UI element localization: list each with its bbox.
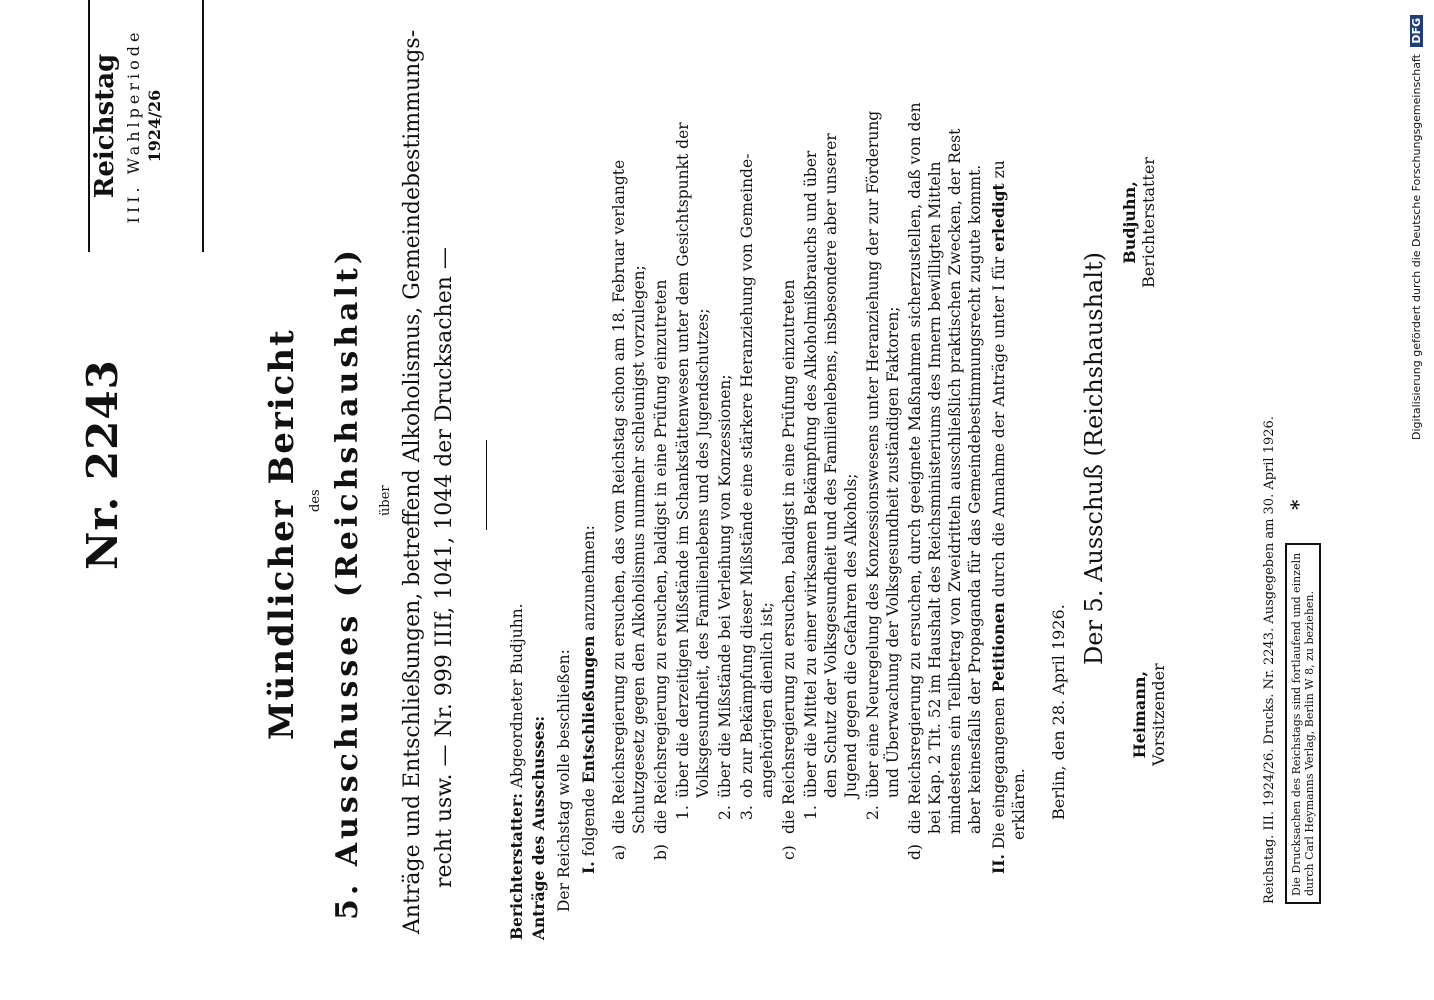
- item-a-line-2: Schutzgesetz gegen den Alkoholismus nunmehr schleunigst vorzulegen;: [630, 265, 648, 834]
- item-a-line-1: die Reichsregierung zu ersuchen, das vom Reichstag schon am 18. Februar verlangte: [610, 159, 628, 834]
- item-c2-line-1: über eine Neuregelung des Konzessionswesens unter Heranziehung der zur Förderung: [864, 110, 882, 798]
- item-I-keyword: Entschließungen: [579, 635, 598, 784]
- item-I: [580, 525, 598, 874]
- digitization-credit: [1410, 15, 1423, 440]
- item-b1-label: 1.: [674, 805, 692, 820]
- motions-heading: Anträge des Ausschusses:: [529, 715, 548, 940]
- item-c-label: c): [780, 845, 798, 860]
- item-b1-line-2: Volksgesundheit, des Familienlebens und des Jugendschutzes;: [694, 308, 712, 798]
- item-I-label: I.: [579, 861, 598, 874]
- item-c1-label: 1.: [802, 805, 820, 820]
- item-II-keyword-1: Petitionen: [989, 602, 1008, 693]
- header-rule-bottom: [202, 0, 204, 252]
- committee-title: 5. Ausschusses (Reichshaushalt): [330, 246, 365, 920]
- chair-role: Vorsitzender: [1149, 663, 1168, 766]
- item-II-keyword-2: erledigt: [989, 183, 1008, 252]
- item-a-label: a): [610, 844, 628, 860]
- item-c1-line-1: über die Mittel zu einer wirksamen Bekämpfung des Alkoholmißbrauchs und über: [802, 150, 820, 798]
- item-I-post: anzunehmen:: [580, 525, 598, 631]
- digitization-text: Digitalisierung gefördert durch die Deutsche Forschungsgemeinschaft: [1410, 54, 1423, 440]
- item-d-line-3: mindestens ein Teilbetrag von Zweidritteln ausschließlich praktischen Zwecken, der Rest: [946, 128, 964, 834]
- item-c-line-1: die Reichsregierung zu ersuchen, baldigst in eine Prüfung einzutreten: [780, 279, 798, 834]
- subject-line-2: recht usw. — Nr. 999 IIIf, 1041, 1044 der Drucksachen —: [432, 247, 457, 888]
- chair-signature: [1130, 663, 1168, 766]
- reporter-signature: [1120, 157, 1158, 288]
- item-b3-line-1: ob zur Bekämpfung dieser Mißstände eine stärkere Heranziehung von Gemeinde-: [738, 153, 756, 798]
- item-II: [990, 160, 1008, 874]
- reichstag-title: Reichstag: [90, 53, 120, 199]
- imprint-line: Reichstag. III. 1924/26. Drucks. Nr. 2243. Ausgegeben am 30. April 1926.: [1262, 416, 1277, 904]
- reporter-label: Berichterstatter:: [507, 793, 526, 940]
- reporter-signature-name: Budjuhn,: [1120, 181, 1139, 264]
- item-I-pre: folgende: [580, 788, 598, 857]
- item-II-pre: Die eingegangenen: [990, 697, 1008, 850]
- item-b-line-1: die Reichsregierung zu ersuchen, baldigst in eine Prüfung einzutreten: [652, 279, 670, 834]
- item-II-label: II.: [989, 854, 1008, 874]
- item-c1-line-3: Jugend gegen die Gefahren des Alkohols;: [842, 473, 860, 798]
- title-separator: [486, 440, 487, 530]
- reporter-line: [508, 603, 526, 940]
- item-II-mid: durch die Annahme der Anträge unter I für: [990, 256, 1008, 598]
- reporter-name: Abgeordneter Budjuhn.: [508, 603, 526, 789]
- chair-name: Heimann,: [1130, 670, 1149, 759]
- wahlperiode: III. Wahlperiode: [124, 28, 143, 224]
- document-number: Nr. 2243: [78, 359, 127, 570]
- item-c1-line-2: den Schutz der Volksgesundheit und des Familienlebens, insbesondere aber unserer: [822, 133, 840, 798]
- reporter-signature-role: Berichterstatter: [1139, 157, 1158, 288]
- item-II-post: zu: [990, 160, 1008, 179]
- item-c2-label: 2.: [864, 805, 882, 820]
- item-d-line-4: aber keinesfalls der Propaganda für das Gemeindebestimmungsrecht zugute kommt.: [966, 164, 984, 834]
- intro-line: Der Reichstag wolle beschließen:: [555, 649, 573, 912]
- distribution-note: Die Drucksachen des Reichstags sind fortlaufend und einzeln durch Carl Heymanns Verlag, Berlin W 8, zu beziehen.: [1285, 543, 1321, 904]
- item-II-line-2: erklären.: [1010, 768, 1028, 840]
- item-d-line-2: bei Kap. 2 Tit. 52 im Haushalt des Reichsministeriums des Innern bewilligten Mitteln: [926, 161, 944, 834]
- item-b3-line-2: angehörigen dienlich ist;: [758, 602, 776, 798]
- item-c2-line-2: und Überwachung der Volksgesundheit zuständigen Faktoren;: [884, 306, 902, 798]
- dfg-logo-icon: DFG: [1410, 15, 1423, 47]
- title-des: des: [308, 489, 323, 512]
- period-years: 1924/26: [145, 89, 164, 163]
- title-ueber: über: [378, 485, 393, 516]
- asterisk-mark: *: [1286, 499, 1310, 510]
- item-d-label: d): [906, 844, 924, 860]
- item-b-label: b): [652, 844, 670, 860]
- closing-date: Berlin, den 28. April 1926.: [1049, 604, 1068, 820]
- committee-signature-line: Der 5. Ausschuß (Reichshaushalt): [1080, 251, 1108, 665]
- item-b2-label: 2.: [716, 805, 734, 820]
- item-b3-label: 3.: [738, 805, 756, 820]
- item-d-line-1: die Reichsregierung zu ersuchen, durch geeignete Maßnahmen sicherzustellen, daß von den: [906, 102, 924, 834]
- report-title: Mündlicher Bericht: [262, 328, 302, 740]
- item-b2-line-1: über die Mißstände bei Verleihung von Konzessionen;: [716, 374, 734, 798]
- subject-line-1: Anträge und Entschließungen, betreffend Alkoholismus, Gemeindebestimmungs-: [400, 29, 425, 934]
- reichstag-header: [90, 0, 164, 252]
- item-b1-line-1: über die derzeitigen Mißstände im Schankstättenwesen unter dem Gesichtspunkt der: [674, 122, 692, 798]
